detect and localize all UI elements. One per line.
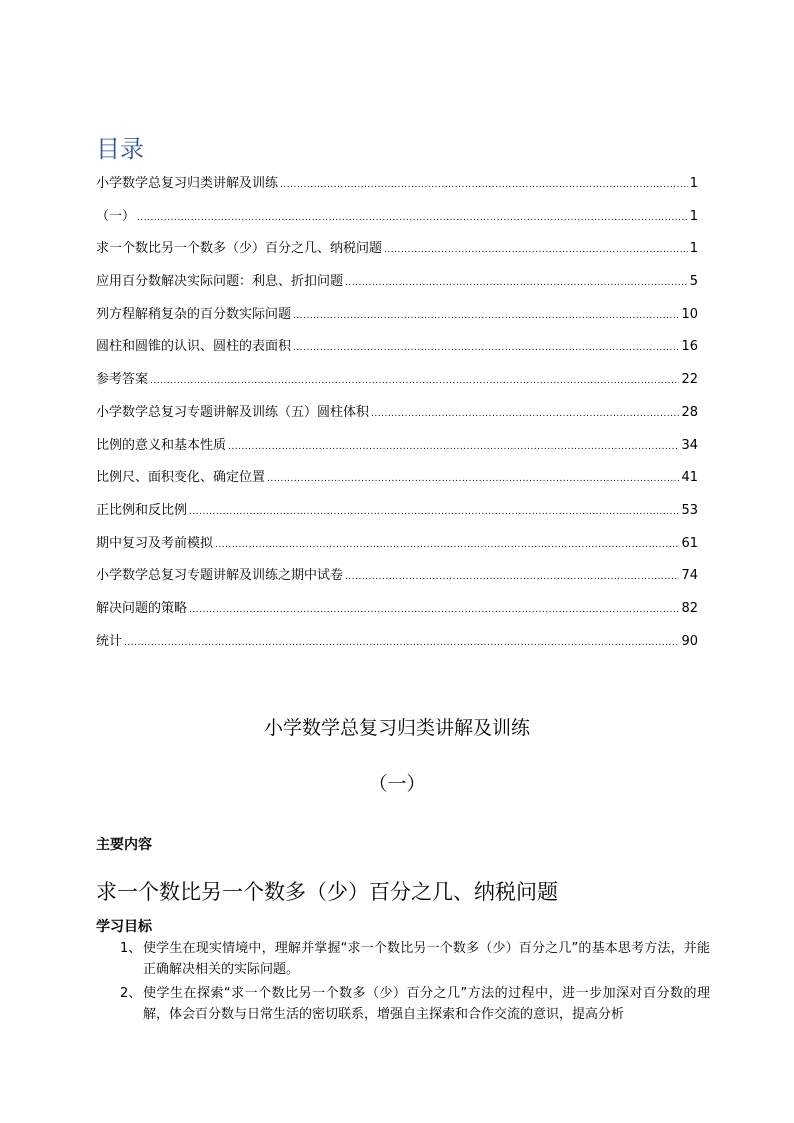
toc-entry-label: 解决问题的策略 xyxy=(96,600,188,616)
toc-entry-label: 应用百分数解决实际问题：利息、折扣问题 xyxy=(96,274,344,290)
toc-dot-leader xyxy=(345,273,688,293)
toc-entry-page: 1 xyxy=(689,241,698,257)
toc-entry-page: 28 xyxy=(681,404,698,420)
section-label: 主要内容 xyxy=(96,837,152,853)
toc-entry[interactable] xyxy=(96,434,698,467)
toc-entry[interactable] xyxy=(96,597,698,630)
toc-entry-page: 16 xyxy=(681,339,698,355)
document-heading: 小学数学总复习归类讲解及训练 xyxy=(263,717,530,739)
toc-entry[interactable] xyxy=(96,335,698,368)
goals-list xyxy=(120,938,710,1028)
toc-entry[interactable] xyxy=(96,466,698,499)
toc-title: 目录 xyxy=(96,135,144,163)
toc-entry[interactable] xyxy=(96,237,698,270)
toc-entry-page: 53 xyxy=(681,502,698,518)
toc-dot-leader xyxy=(293,306,679,326)
toc-dot-leader xyxy=(345,567,679,587)
toc-dot-leader xyxy=(293,338,679,358)
document-subheading: （一） xyxy=(368,773,426,795)
toc-dot-leader xyxy=(189,502,679,522)
toc-entry-label: 参考答案 xyxy=(96,372,149,388)
toc-entry-page: 61 xyxy=(681,535,698,551)
toc-entry-page: 10 xyxy=(681,306,698,322)
toc-dot-leader xyxy=(371,404,679,424)
toc-entry-label: 期中复习及考前模拟 xyxy=(96,535,214,551)
goal-item xyxy=(120,983,710,1025)
toc-dot-leader xyxy=(137,208,688,228)
toc-entry-label: 比例尺、面积变化、确定位置 xyxy=(96,470,266,486)
goal-text: 使学生在现实情境中，理解并掌握“求一个数比另一个数多（少）百分之几”的基本思考方法，并能正确解决相关的实际问题。 xyxy=(143,941,710,977)
toc-dot-leader xyxy=(280,175,688,195)
toc-entry[interactable] xyxy=(96,205,698,238)
toc-entry[interactable] xyxy=(96,303,698,336)
toc-dot-leader xyxy=(228,437,679,457)
toc-entry-page: 82 xyxy=(681,600,698,616)
goal-number: 2、 xyxy=(120,986,142,1001)
toc-dot-leader xyxy=(384,240,688,260)
toc-entry[interactable] xyxy=(96,401,698,434)
goals-label: 学习目标 xyxy=(96,919,152,935)
toc-dot-leader xyxy=(189,600,679,620)
toc-entry-page: 90 xyxy=(681,633,698,649)
table-of-contents xyxy=(96,172,698,662)
toc-entry-label: 圆柱和圆锥的认识、圆柱的表面积 xyxy=(96,339,292,355)
toc-entry-label: 小学数学总复习归类讲解及训练 xyxy=(96,176,279,191)
toc-entry-page: 22 xyxy=(681,372,698,388)
toc-entry[interactable] xyxy=(96,499,698,532)
toc-dot-leader xyxy=(215,535,679,555)
toc-entry-label: 小学数学总复习专题讲解及训练之期中试卷 xyxy=(96,568,344,584)
toc-entry-page: 41 xyxy=(681,470,698,486)
toc-entry[interactable] xyxy=(96,368,698,401)
toc-entry[interactable] xyxy=(96,270,698,303)
toc-entry-page: 74 xyxy=(681,568,698,584)
toc-entry[interactable] xyxy=(96,532,698,565)
toc-entry-label: 小学数学总复习专题讲解及训练（五）圆柱体积 xyxy=(96,404,370,420)
toc-dot-leader xyxy=(124,633,679,653)
toc-entry-label: 列方程解稍复杂的百分数实际问题 xyxy=(96,306,292,322)
goal-item xyxy=(120,938,710,980)
toc-entry[interactable] xyxy=(96,172,698,205)
lesson-title: 求一个数比另一个数多（少）百分之几、纳税问题 xyxy=(96,880,558,904)
toc-entry-label: （一） xyxy=(96,208,136,224)
toc-entry-label: 统计 xyxy=(96,633,123,649)
toc-entry[interactable] xyxy=(96,630,698,663)
toc-dot-leader xyxy=(267,469,679,489)
toc-entry-label: 正比例和反比例 xyxy=(96,502,188,518)
toc-entry[interactable] xyxy=(96,564,698,597)
goal-number: 1、 xyxy=(120,941,142,956)
toc-entry-page: 5 xyxy=(689,274,698,290)
toc-entry-label: 求一个数比另一个数多（少）百分之几、纳税问题 xyxy=(96,241,383,257)
toc-entry-page: 34 xyxy=(681,437,698,453)
toc-entry-label: 比例的意义和基本性质 xyxy=(96,437,227,453)
goal-text: 使学生在探索“求一个数比另一个数多（少）百分之几”方法的过程中，进一步加深对百分数的理解，体会百分数与日常生活的密切联系，增强自主探索和合作交流的意识，提高分析 xyxy=(143,986,710,1022)
toc-entry-page: 1 xyxy=(689,176,698,191)
toc-dot-leader xyxy=(150,371,679,391)
toc-entry-page: 1 xyxy=(689,208,698,224)
